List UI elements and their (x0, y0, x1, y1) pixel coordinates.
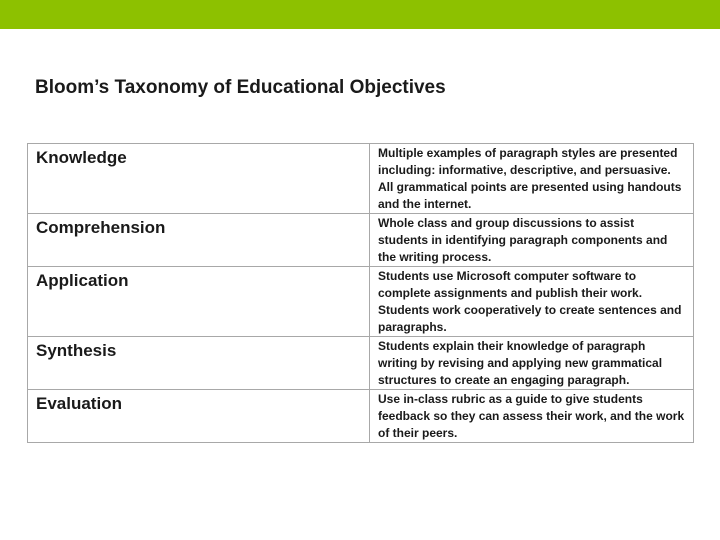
slide-title: Bloom’s Taxonomy of Educational Objectives (35, 77, 446, 98)
table-row (28, 337, 694, 390)
table-row (28, 144, 694, 214)
table-row (28, 267, 694, 337)
description-synthesis: Students explain their knowledge of paragraph writing by revising and applying new grammatical structures to create an engaging paragraph. (370, 337, 694, 390)
table-row (28, 214, 694, 267)
description-evaluation: Use in-class rubric as a guide to give students feedback so they can assess their work, and the work of their peers. (370, 390, 694, 443)
top-accent-bar (0, 0, 720, 29)
level-knowledge: Knowledge (28, 144, 370, 214)
description-comprehension: Whole class and group discussions to assist students in identifying paragraph components and the writing process. (370, 214, 694, 267)
description-knowledge: Multiple examples of paragraph styles are presented including: informative, descriptive, and persuasive. All grammatical points are presented using handouts and the internet. (370, 144, 694, 214)
taxonomy-table (27, 143, 694, 443)
level-application: Application (28, 267, 370, 337)
description-application: Students use Microsoft computer software to complete assignments and publish their work. Students work cooperatively to create sentences and paragraphs. (370, 267, 694, 337)
table-row (28, 390, 694, 443)
level-comprehension: Comprehension (28, 214, 370, 267)
level-synthesis: Synthesis (28, 337, 370, 390)
level-evaluation: Evaluation (28, 390, 370, 443)
